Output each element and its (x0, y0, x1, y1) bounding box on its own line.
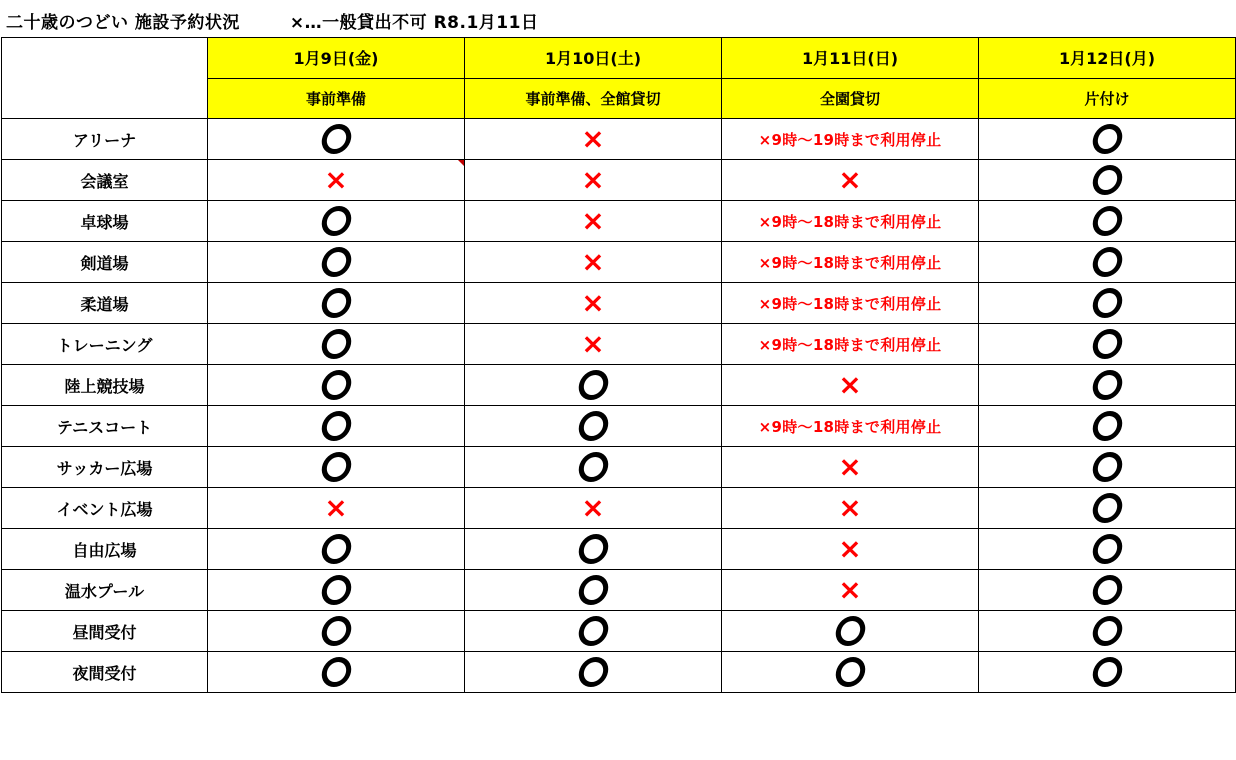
unavailable-mark-icon: × (581, 327, 605, 360)
status-cell (208, 365, 465, 406)
facility-name: 卓球場 (2, 201, 208, 242)
status-cell (465, 488, 722, 529)
status-cell (979, 119, 1236, 160)
table-row (2, 160, 1236, 201)
available-mark-icon (319, 247, 353, 277)
status-cell (465, 160, 722, 201)
status-cell (979, 201, 1236, 242)
available-mark-icon (1090, 206, 1124, 236)
facility-name: 陸上競技場 (2, 365, 208, 406)
status-cell (722, 447, 979, 488)
status-cell (208, 611, 465, 652)
table-row (2, 570, 1236, 611)
available-mark-icon (1090, 534, 1124, 564)
available-mark-icon (319, 657, 353, 687)
restriction-note: ×9時～18時まで利用停止 (758, 294, 942, 313)
status-cell (465, 365, 722, 406)
facility-name: イベント広場 (2, 488, 208, 529)
table-row (2, 242, 1236, 283)
status-cell (979, 283, 1236, 324)
status-cell (722, 406, 979, 447)
status-cell (979, 570, 1236, 611)
status-cell (722, 652, 979, 693)
date-header: 1月9日(金) (208, 38, 465, 79)
available-mark-icon (576, 534, 610, 564)
table-row (2, 201, 1236, 242)
available-mark-icon (576, 370, 610, 400)
restriction-note: ×9時～18時まで利用停止 (758, 253, 942, 272)
status-cell (208, 119, 465, 160)
page-title (6, 8, 538, 32)
status-cell (979, 324, 1236, 365)
status-cell (722, 160, 979, 201)
facility-name: アリーナ (2, 119, 208, 160)
facility-name: 温水プール (2, 570, 208, 611)
available-mark-icon (1090, 247, 1124, 277)
status-cell (722, 365, 979, 406)
unavailable-mark-icon: × (581, 163, 605, 196)
table-row (2, 324, 1236, 365)
status-cell (979, 652, 1236, 693)
available-mark-icon (1090, 452, 1124, 482)
available-mark-icon (1090, 616, 1124, 646)
table-row (2, 119, 1236, 160)
event-header: 全園貸切 (722, 78, 979, 119)
unavailable-mark-icon: × (581, 204, 605, 237)
status-cell (722, 570, 979, 611)
status-cell (979, 242, 1236, 283)
available-mark-icon (319, 288, 353, 318)
table-row (2, 529, 1236, 570)
corner-cell (2, 38, 208, 119)
status-cell (722, 283, 979, 324)
facility-name: 会議室 (2, 160, 208, 201)
status-cell (722, 242, 979, 283)
facility-name: 夜間受付 (2, 652, 208, 693)
event-header: 片付け (979, 78, 1236, 119)
available-mark-icon (833, 657, 867, 687)
status-cell (208, 242, 465, 283)
date-header: 1月10日(土) (465, 38, 722, 79)
available-mark-icon (576, 616, 610, 646)
restriction-note: ×9時～18時まで利用停止 (758, 335, 942, 354)
status-cell (979, 447, 1236, 488)
table-row (2, 406, 1236, 447)
reservation-table (1, 37, 1236, 693)
unavailable-mark-icon: × (581, 122, 605, 155)
table-row (2, 283, 1236, 324)
available-mark-icon (833, 616, 867, 646)
unavailable-mark-icon: × (324, 491, 348, 524)
available-mark-icon (1090, 288, 1124, 318)
status-cell (208, 283, 465, 324)
unavailable-mark-icon: × (581, 245, 605, 278)
status-cell (465, 529, 722, 570)
available-mark-icon (319, 534, 353, 564)
status-cell (465, 447, 722, 488)
status-cell (979, 529, 1236, 570)
available-mark-icon (319, 616, 353, 646)
status-cell (208, 447, 465, 488)
available-mark-icon (319, 329, 353, 359)
status-cell (208, 201, 465, 242)
comment-indicator-icon (458, 160, 464, 166)
status-cell (722, 488, 979, 529)
facility-name: テニスコート (2, 406, 208, 447)
available-mark-icon (1090, 329, 1124, 359)
available-mark-icon (1090, 657, 1124, 687)
status-cell (465, 119, 722, 160)
facility-name: 柔道場 (2, 283, 208, 324)
available-mark-icon (576, 575, 610, 605)
date-header: 1月12日(月) (979, 38, 1236, 79)
status-cell (208, 570, 465, 611)
status-cell (465, 652, 722, 693)
status-cell (465, 324, 722, 365)
facility-name: 自由広場 (2, 529, 208, 570)
restriction-note: ×9時～18時まで利用停止 (758, 417, 942, 436)
status-cell (465, 201, 722, 242)
table-row (2, 365, 1236, 406)
status-cell (722, 611, 979, 652)
status-cell (465, 570, 722, 611)
unavailable-mark-icon: × (838, 491, 862, 524)
facility-name: トレーニング (2, 324, 208, 365)
facility-name: 昼間受付 (2, 611, 208, 652)
table-row (2, 611, 1236, 652)
status-cell (208, 324, 465, 365)
status-cell (722, 119, 979, 160)
status-cell (722, 201, 979, 242)
table-row (2, 652, 1236, 693)
status-cell (208, 488, 465, 529)
event-header: 事前準備 (208, 78, 465, 119)
status-cell (208, 406, 465, 447)
status-cell (979, 611, 1236, 652)
title-note: ×…一般貸出不可 R8.1月11日 (289, 13, 539, 33)
status-cell (979, 365, 1236, 406)
available-mark-icon (1090, 411, 1124, 441)
unavailable-mark-icon: × (581, 491, 605, 524)
available-mark-icon (319, 411, 353, 441)
available-mark-icon (1090, 493, 1124, 523)
unavailable-mark-icon: × (838, 532, 862, 565)
unavailable-mark-icon: × (324, 163, 348, 196)
unavailable-mark-icon: × (838, 450, 862, 483)
available-mark-icon (576, 411, 610, 441)
available-mark-icon (1090, 165, 1124, 195)
available-mark-icon (319, 206, 353, 236)
status-cell (979, 488, 1236, 529)
table-row (2, 488, 1236, 529)
unavailable-mark-icon: × (581, 286, 605, 319)
available-mark-icon (576, 657, 610, 687)
status-cell (465, 611, 722, 652)
status-cell (722, 529, 979, 570)
status-cell (465, 283, 722, 324)
unavailable-mark-icon: × (838, 573, 862, 606)
title-main: 二十歳のつどい 施設予約状況 (6, 13, 240, 33)
date-header: 1月11日(日) (722, 38, 979, 79)
status-cell (979, 406, 1236, 447)
status-cell (208, 529, 465, 570)
available-mark-icon (576, 452, 610, 482)
facility-name: サッカー広場 (2, 447, 208, 488)
table-row (2, 447, 1236, 488)
available-mark-icon (1090, 370, 1124, 400)
unavailable-mark-icon: × (838, 163, 862, 196)
available-mark-icon (319, 370, 353, 400)
available-mark-icon (1090, 124, 1124, 154)
restriction-note: ×9時～18時まで利用停止 (758, 212, 942, 231)
available-mark-icon (319, 452, 353, 482)
restriction-note: ×9時～19時まで利用停止 (758, 130, 942, 149)
status-cell (465, 242, 722, 283)
status-cell (979, 160, 1236, 201)
status-cell (722, 324, 979, 365)
available-mark-icon (1090, 575, 1124, 605)
event-header: 事前準備、全館貸切 (465, 78, 722, 119)
available-mark-icon (319, 124, 353, 154)
available-mark-icon (319, 575, 353, 605)
status-cell (465, 406, 722, 447)
header-date-row (2, 38, 1236, 79)
status-cell (208, 652, 465, 693)
unavailable-mark-icon: × (838, 368, 862, 401)
status-cell (208, 160, 465, 201)
facility-name: 剣道場 (2, 242, 208, 283)
